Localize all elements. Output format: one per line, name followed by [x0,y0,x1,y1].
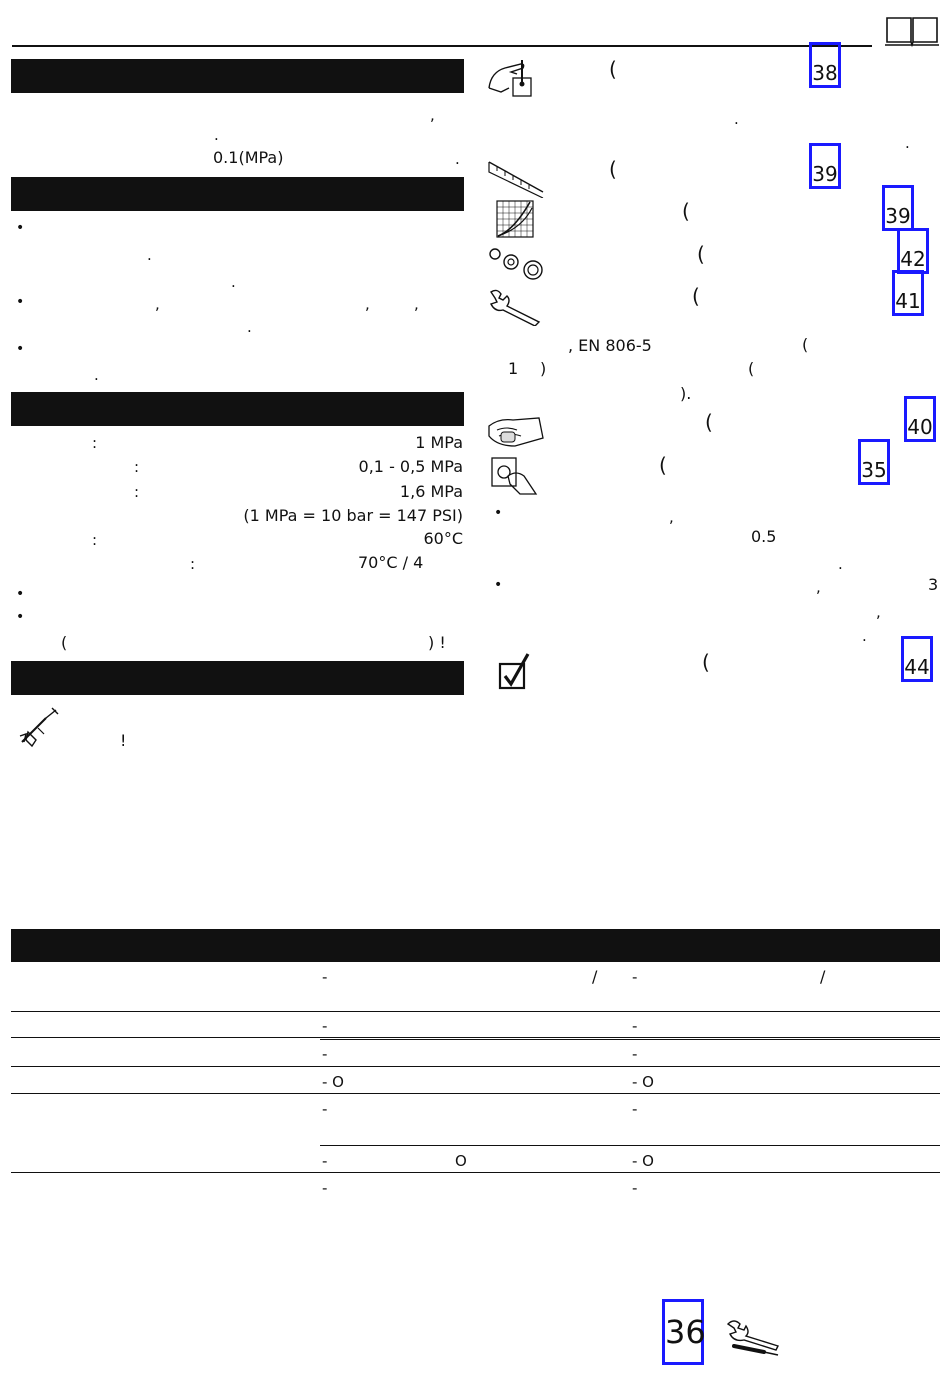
section-heading-bar [11,59,464,93]
table-rule [11,1037,940,1038]
table-cell: - [322,1179,328,1197]
table-rule [11,1066,940,1067]
text-paren: ( [802,335,809,354]
text-dot: . [214,126,219,144]
ref-paren: ( [659,453,667,477]
table-cell: - O [632,1073,654,1091]
wrench-icon [487,286,545,330]
bullet: • [16,294,25,310]
spec-colon: : [92,434,98,452]
ref-paren: ( [705,410,713,434]
table-cell: - [632,968,638,986]
table-cell: / [592,967,598,986]
ref-paren: ( [609,157,617,181]
table-rule [11,1011,940,1012]
filter-parts-icon [487,244,545,288]
text-paren: ( [61,633,68,652]
hand-thermometer-icon [487,58,537,102]
ref-paren: ( [702,650,710,674]
bullet: • [16,609,25,625]
text-dot: . [147,246,152,264]
spec-value: 1,6 MPa [399,482,463,501]
bullet: • [16,586,25,602]
table-cell: - [632,1017,638,1035]
text-comma: , [365,295,370,313]
table-rule [320,1145,940,1146]
graph-chart-icon [496,200,534,242]
page-ref-38[interactable]: 38 [809,42,841,88]
text-paren: ) ! [428,633,446,652]
text-number: 0.5 [751,527,777,546]
table-rule [11,1172,940,1173]
text-dot: . [838,555,843,573]
norm-text: , EN 806-5 [568,336,652,355]
text-dot: . [862,627,867,645]
text-comma: , [155,295,160,313]
bullet: • [494,505,503,521]
ruler-icon [487,158,545,202]
table-rule [320,1039,940,1040]
hand-cleaning-icon [487,412,545,456]
spec-value: (1 MPa = 10 bar = 147 PSI) [243,506,463,525]
page-ref-35[interactable]: 35 [858,439,890,485]
spec-colon: : [134,483,140,501]
text-dot: . [231,273,236,291]
header-rule [12,45,872,47]
page-ref-40[interactable]: 40 [904,396,936,442]
table-cell: - [632,1045,638,1063]
text-dot: . [94,366,99,384]
bullet: • [16,341,25,357]
text-dot: . [734,110,739,128]
checkbox-icon [498,652,534,696]
table-cell: - [322,1017,328,1035]
text-comma: , [816,578,821,596]
ref-paren: ( [609,57,617,81]
text-paren: ) [540,359,547,378]
text-exclaim: ! [120,731,127,750]
text-number: 3 [928,575,939,594]
table-rule [11,1093,940,1094]
spec-value: 0,1 - 0,5 MPa [358,457,463,476]
page-ref-44[interactable]: 44 [901,636,933,682]
text-dot: . [455,150,460,168]
spec-colon: : [92,531,98,549]
table-cell: - [632,1100,638,1118]
section-heading-bar [11,661,464,695]
sealant-gun-icon [16,706,62,752]
table-cell: - [322,1100,328,1118]
ref-paren: ( [692,284,700,308]
table-cell: - [322,968,328,986]
tools-icon [724,1316,782,1362]
text-paren: ). [680,384,692,403]
page-ref-39[interactable]: 39 [882,185,914,231]
text-comma: , [669,508,674,526]
text-dot: . [247,318,252,336]
spec-value: 1 MPa [415,433,463,452]
ref-paren: ( [682,199,690,223]
section-heading-bar [11,177,464,211]
page-ref-42[interactable]: 42 [897,228,929,274]
spec-colon: : [134,458,140,476]
bullet: • [494,577,503,593]
pressure-value: 0.1(MPa) [213,148,284,167]
text-number: 1 [508,359,519,378]
table-heading-bar [11,929,940,962]
table-cell: O [455,1152,467,1170]
ref-paren: ( [697,242,705,266]
spec-value: 60°C [423,529,463,548]
page-ref-41[interactable]: 41 [892,270,924,316]
table-cell: - O [322,1073,344,1091]
table-cell: - [632,1179,638,1197]
table-cell: - [322,1152,328,1170]
page-ref-39[interactable]: 39 [809,143,841,189]
table-cell: - O [632,1152,654,1170]
table-cell: / [820,967,826,986]
page-ref-36[interactable]: 36 [662,1299,704,1365]
text-paren: ( [748,359,755,378]
text-comma: , [876,603,881,621]
open-book-icon [884,12,940,52]
bullet: • [16,220,25,236]
hand-valve-icon [490,454,540,500]
table-cell: - [322,1045,328,1063]
spec-colon: : [190,555,196,573]
text-comma: , [414,295,419,313]
section-heading-bar [11,392,464,426]
text-comma: , [430,106,435,124]
spec-value: 70°C / 4 [358,553,424,572]
text-dot: . [905,134,910,152]
